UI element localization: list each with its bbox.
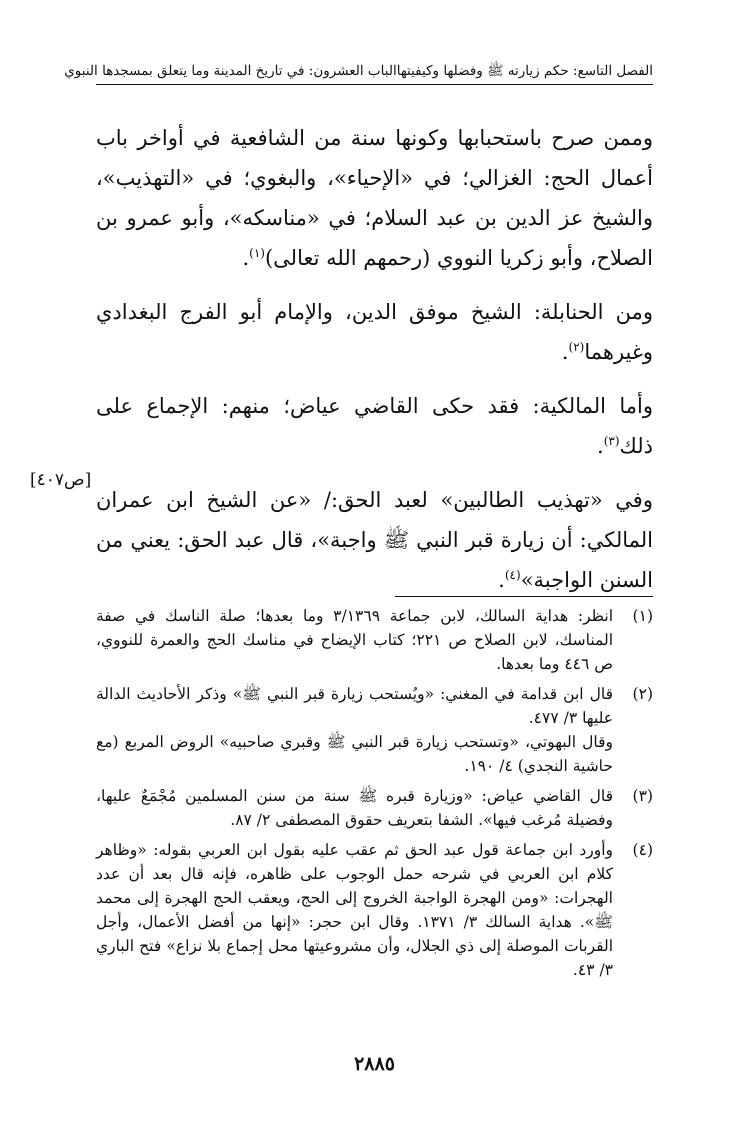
footnote-text: قال ابن قدامة في المغني: «ويُستحب زيارة قبر النبي ﷺ» وذكر الأحاديث الدالة عليها ٣/ ٤٧٧. bbox=[96, 685, 613, 727]
footnote-number: (٣) bbox=[632, 787, 653, 805]
footnote-number: (٤) bbox=[632, 841, 653, 859]
paragraph-text: وممن صرح باستحبابها وكونها سنة من الشافعية في أواخر باب أعمال الحج: الغزالي؛ في «الإحياء»، والبغوي؛ في «التهذيب»، والشيخ عز الدين بن عبد السلام؛ في «مناسكه»، وأبو عمرو بن الصلاح، وأبو زكريا النووي (رحمهم الله تعالى) bbox=[96, 126, 653, 270]
paragraph-hanbali bbox=[96, 292, 653, 372]
paragraph-maliki bbox=[96, 386, 653, 466]
footnote-2 bbox=[96, 682, 653, 778]
paragraph-shafii bbox=[96, 118, 653, 278]
paragraph-text: ومن الحنابلة: الشيخ موفق الدين، والإمام أبو الفرج البغدادي وغيرهما bbox=[96, 300, 653, 364]
footnote-ref-2[interactable]: (٢) bbox=[568, 340, 585, 354]
running-head bbox=[64, 62, 653, 82]
running-head-section: الباب العشرون: في تاريخ المدينة وما يتعلق بمسجدها النبوي bbox=[64, 63, 397, 79]
footnote-3 bbox=[96, 784, 653, 832]
paragraph-end: . bbox=[597, 434, 604, 458]
footnotes bbox=[96, 604, 653, 988]
footnote-4 bbox=[96, 838, 653, 982]
paragraph-end: . bbox=[561, 340, 569, 364]
footnote-text: قال القاضي عياض: «وزيارة قبره ﷺ سنة من سنن المسلمين مُجْمَعٌ عليها، وفضيلة مُرغب فيها». الشفا بتعريف حقوق المصطفى ٢/ ٨٧. bbox=[96, 787, 613, 829]
footnote-number: (٢) bbox=[632, 685, 653, 703]
header-rule bbox=[96, 84, 653, 85]
paragraph-tahdhib bbox=[96, 480, 653, 600]
footnote-text: انظر: هداية السالك، لابن جماعة ٣/١٣٦٩ وما بعدها؛ صلة الناسك في صفة المناسك، لابن الصلاح ص ٢٢١؛ كتاب الإيضاح في مناسك الحج والعمرة للنووي، ص ٤٤٦ وما بعدها. bbox=[96, 607, 614, 673]
paragraph-end: . bbox=[242, 246, 250, 270]
page-number: ٢٨٨٥ bbox=[354, 1053, 395, 1075]
main-text bbox=[96, 118, 653, 614]
footnote-number: (١) bbox=[632, 607, 653, 625]
footnote-1 bbox=[96, 604, 653, 676]
paragraph-text: وفي «تهذيب الطالبين» لعبد الحق:/ «عن الشيخ ابن عمران المالكي: أن زيارة قبر النبي ﷺ واجبة»، قال عبد الحق: يعني من السنن الواجبة» bbox=[96, 488, 653, 592]
footnote-text: وقال البهوتي، «وتستحب زيارة قبر النبي ﷺ وقبري صاحبيه» الروض المربع (مع حاشية النجدي) ٤/ ١٩٠. bbox=[96, 733, 613, 775]
footnote-ref-3[interactable]: (٣) bbox=[603, 434, 620, 448]
running-head-chapter: الفصل التاسع: حكم زيارته ﷺ وفضلها وكيفيتها bbox=[396, 63, 653, 79]
footnote-ref-4[interactable]: (٤) bbox=[504, 568, 521, 582]
paragraph-end: . bbox=[498, 568, 505, 592]
paragraph-text: وأما المالكية: فقد حكى القاضي عياض؛ منهم: الإجماع على ذلك bbox=[96, 394, 653, 458]
footnote-text: وأورد ابن جماعة قول عبد الحق ثم عقب عليه بقول ابن العربي بقوله: «وظاهر كلام ابن العربي في شرحه حمل الوجوب على ظاهره، فإنه قال بعد أن عدد الهجرات: «ومن الهجرة الواجبة الخروج إلى الحج، ويعقب الحج الهجرة إلى محمد ﷺ». هداية السالك ٣/ ١٣٧١. وقال ابن حجر: «إنها من أفضل الأعمال، وأجل القربات الموصلة إلى ذي الجلال، وأن مشروعيتها محل إجماع بلا نزاع» فتح الباري ٣/ ٤٣. bbox=[96, 841, 613, 979]
footnote-separator bbox=[395, 596, 653, 597]
margin-page-marker: [ص٤٠٧] bbox=[30, 470, 92, 490]
footnote-ref-1[interactable]: (١) bbox=[249, 246, 265, 260]
